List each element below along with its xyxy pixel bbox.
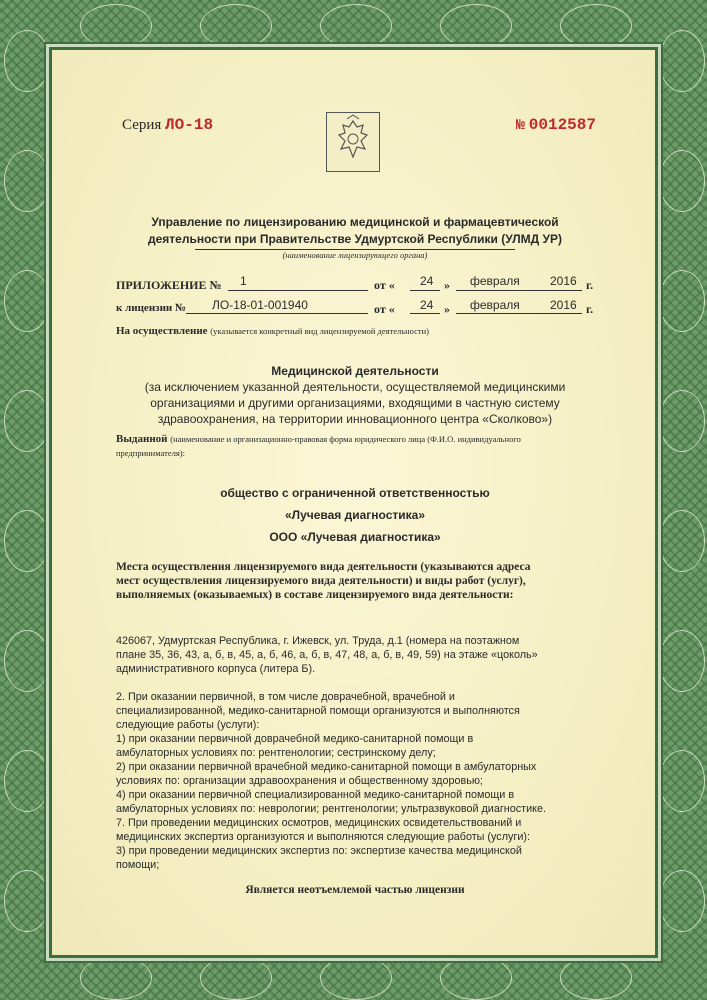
number-value: 0012587 bbox=[528, 116, 596, 134]
issued-row bbox=[116, 432, 606, 460]
license-from-label: от « bbox=[374, 302, 395, 316]
footer-note: Является неотъемлемой частью лицензии bbox=[245, 884, 465, 896]
services-p2-line-2: специализированной, медико-санитарной помощи организуются и выполняются bbox=[116, 705, 520, 717]
services-item3-line-1: 3) при проведении медицинских экспертиз по: экспертизе качества медицинской bbox=[116, 845, 522, 857]
license-number-line bbox=[186, 313, 368, 314]
number bbox=[516, 116, 596, 134]
authority-line-1: Управление по лицензированию медицинской и фармацевтической bbox=[151, 215, 559, 229]
services-p7-line-1: 7. При проведении медицинских осмотров, медицинских освидетельствований и bbox=[116, 817, 522, 829]
address-line-3: административного корпуса (литера Б). bbox=[116, 663, 316, 675]
issued-caption-1: (наименование и организационно-правовая форма юридического лица (Ф.И.О. индивидуального bbox=[170, 434, 521, 444]
appendix-day: 24 bbox=[420, 274, 434, 288]
services-p2-line-1: 2. При оказании первичной, в том числе доврачебной, врачебной и bbox=[116, 691, 455, 703]
license-date-line bbox=[456, 313, 582, 314]
services-item1-line-1: 1) при оказании первичной доврачебной медико-санитарной помощи в bbox=[116, 733, 474, 745]
services-item4-line-2: амбулаторных условиях по: неврологии; рентгенологии; ультразвуковой диагностике. bbox=[116, 803, 546, 815]
appendix-number: 1 bbox=[240, 274, 247, 288]
services-item4-line-1: 4) при оказании первичной специализированной медико-санитарной помощи в bbox=[116, 789, 515, 801]
number-label: № bbox=[516, 117, 526, 134]
places-line-2: мест осуществления лицензируемого вида деятельности) и виды работ (услуг), bbox=[116, 575, 526, 587]
license-year: 2016 bbox=[550, 298, 577, 312]
appendix-day-line bbox=[410, 290, 440, 291]
activity-desc-2: организациями и другими организациями, входящими в частную систему bbox=[150, 396, 560, 410]
series bbox=[122, 116, 213, 134]
appendix-close-quote: » bbox=[444, 278, 450, 292]
license-day: 24 bbox=[420, 298, 434, 312]
services-p7-line-2: медицинских экспертиз организуются и выполняются следующие работы (услуги): bbox=[116, 831, 530, 843]
appendix-month: февраля bbox=[470, 274, 520, 288]
activity-title: Медицинской деятельности bbox=[271, 364, 439, 378]
russian-coat-of-arms-icon bbox=[326, 112, 380, 172]
activity-block bbox=[100, 363, 610, 427]
org-short-name: ООО «Лучевая диагностика» bbox=[269, 530, 441, 544]
activity-caption: (указывается конкретный вид лицензируемой деятельности) bbox=[210, 326, 430, 336]
authority-line-2: деятельности при Правительстве Удмуртской Республики (УЛМД УР) bbox=[148, 232, 562, 246]
services-block bbox=[116, 690, 606, 872]
places-line-1: Места осуществления лицензируемого вида деятельности (указываются адреса bbox=[116, 561, 531, 573]
license-close-quote: » bbox=[444, 302, 450, 316]
activity-desc-1: (за исключением указанной деятельности, осуществляемой медицинскими bbox=[144, 380, 566, 394]
org-name: «Лучевая диагностика» bbox=[284, 508, 425, 522]
series-label: Серия bbox=[122, 117, 162, 133]
address-line-2: плане 35, 36, 43, а, б, в, 45, а, б, 46, а, б, в, 47, 48, а, б, в, 49, 59) на этаже «цоколь» bbox=[116, 649, 538, 661]
address-block bbox=[116, 634, 606, 676]
series-value: ЛО-18 bbox=[165, 116, 214, 134]
authority-underline bbox=[195, 249, 515, 250]
places-line-3: выполняемых (оказываемых) в составе лицензируемого вида деятельности: bbox=[116, 589, 514, 601]
appendix-from-label: от « bbox=[374, 278, 395, 292]
places-heading bbox=[116, 560, 606, 602]
activity-desc-3: здравоохранения, на территории инновационного центра «Сколково») bbox=[157, 412, 553, 426]
services-item2-line-2: условиях по: организации здравоохранения и общественному здоровью; bbox=[116, 775, 483, 787]
appendix-label: ПРИЛОЖЕНИЕ № bbox=[116, 278, 222, 292]
activity-label: На осуществление bbox=[116, 325, 208, 337]
services-item2-line-1: 2) при оказании первичной врачебной медико-санитарной помощи в амбулаторных bbox=[116, 761, 537, 773]
services-item3-line-2: помощи; bbox=[116, 859, 160, 871]
services-item1-line-2: амбулаторных условиях по: рентгенологии; сестринскому делу; bbox=[116, 747, 436, 759]
license-day-line bbox=[410, 313, 440, 314]
appendix-number-line bbox=[228, 290, 368, 291]
appendix-year-suffix: г. bbox=[586, 278, 594, 292]
address-line-1: 426067, Удмуртская Республика, г. Ижевск, ул. Труда, д.1 (номера на поэтажном bbox=[116, 635, 520, 647]
appendix-year: 2016 bbox=[550, 274, 577, 288]
authority-caption: (наименование лицензирующего органа) bbox=[282, 250, 428, 260]
issued-caption-2: предпринимателя): bbox=[116, 448, 185, 458]
appendix-date-line bbox=[456, 290, 582, 291]
org-full-form: общество с ограниченной ответственностью bbox=[220, 486, 490, 500]
license-label: к лицензии № bbox=[116, 302, 187, 314]
license-number: ЛО-18-01-001940 bbox=[212, 298, 308, 312]
organization-block bbox=[100, 482, 610, 548]
license-month: февраля bbox=[470, 298, 520, 312]
services-p2-line-3: следующие работы (услуги): bbox=[116, 719, 260, 731]
license-year-suffix: г. bbox=[586, 302, 594, 316]
activity-row bbox=[116, 325, 429, 337]
authority-name bbox=[110, 214, 600, 248]
issued-label: Выданной bbox=[116, 433, 168, 445]
